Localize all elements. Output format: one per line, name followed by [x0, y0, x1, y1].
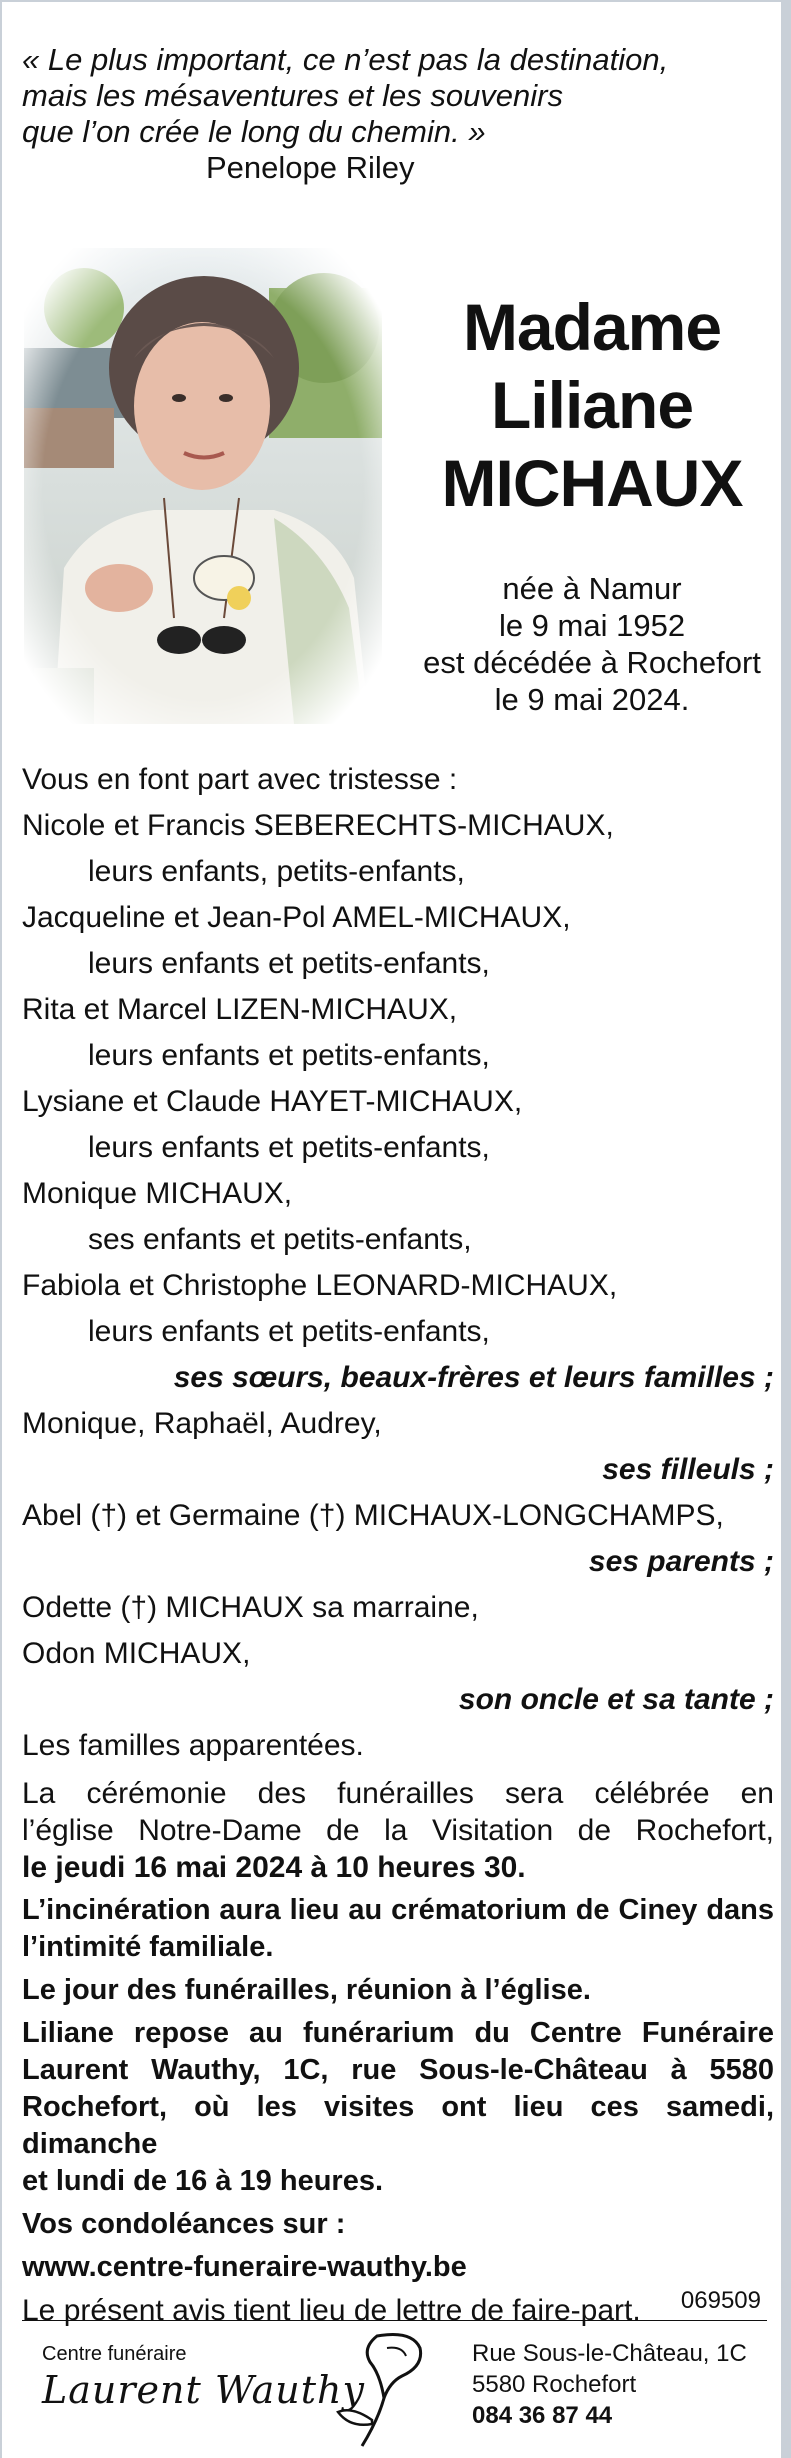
visitation-line: Liliane repose au funérarium du Centre Funéraire: [22, 2017, 774, 2049]
family-line: Nicole et Francis SEBERECHTS-MICHAUX,: [22, 809, 614, 842]
family-line: ses enfants et petits-enfants,: [88, 1223, 472, 1256]
calla-lily-icon: [332, 2328, 427, 2450]
family-line: Lysiane et Claude HAYET-MICHAUX,: [22, 1085, 523, 1118]
footer-street: Rue Sous-le-Château, 1C: [472, 2340, 747, 2367]
quote-line: mais les mésaventures et les souvenirs: [22, 78, 564, 113]
relation-label: ses sœurs, beaux-frères et leurs familles ;: [173, 1361, 774, 1394]
portrait-image: [24, 248, 382, 724]
aunt-line: Odette (†) MICHAUX sa marraine,: [22, 1591, 479, 1624]
family-line: leurs enfants, petits-enfants,: [88, 855, 465, 888]
related-families: Les familles apparentées.: [22, 1729, 364, 1762]
notice-text: Le présent avis tient lieu de lettre de faire-part.: [22, 2294, 641, 2327]
visitation-line: Rochefort, où les visites ont lieu ces samedi, dimanche: [22, 2091, 774, 2160]
footer-brand-name: Laurent Wauthy: [42, 2368, 365, 2412]
deceased-first-name: Liliane: [490, 368, 694, 442]
parents-line: Abel (†) et Germaine (†) MICHAUX-LONGCHAMPS,: [22, 1499, 724, 1532]
deceased-title: Madame: [462, 290, 722, 364]
reference-number: 069509: [680, 2287, 761, 2314]
quote-line: « Le plus important, ce n’est pas la destination,: [22, 42, 669, 77]
announcement-body: [22, 757, 774, 2329]
quote-line: que l’on crée le long du chemin. »: [22, 114, 486, 149]
ceremony-line: l’église Notre-Dame de la Visitation de Rochefort,: [22, 1814, 774, 1847]
condolences-label: Vos condoléances sur :: [22, 2208, 346, 2240]
death-place: est décédée à Rochefort: [423, 645, 761, 680]
family-intro: Vous en font part avec tristesse :: [22, 763, 458, 796]
relation-label: son oncle et sa tante ;: [458, 1683, 774, 1716]
family-line: leurs enfants et petits-enfants,: [88, 1131, 490, 1164]
portrait-photo: [24, 248, 382, 724]
birth-place: née à Namur: [502, 571, 682, 606]
footer-city: 5580 Rochefort: [472, 2371, 637, 2398]
epigraph-quote: [22, 42, 722, 150]
family-line: leurs enfants et petits-enfants,: [88, 947, 490, 980]
family-line: Jacqueline et Jean-Pol AMEL-MICHAUX,: [22, 901, 571, 934]
death-date: le 9 mai 2024.: [494, 682, 690, 717]
relation-label: ses parents ;: [588, 1545, 774, 1578]
visitation-paragraph: [22, 2015, 774, 2200]
family-line: Rita et Marcel LIZEN-MICHAUX,: [22, 993, 458, 1026]
quote-author: Penelope Riley: [206, 150, 415, 185]
birth-death-info: [392, 570, 791, 718]
cremation-line: L’incinération aura lieu au crématorium de Ciney dans: [22, 1894, 774, 1926]
footer-divider: [22, 2320, 767, 2321]
footer-address: [472, 2338, 747, 2431]
cremation-line: l’intimité familiale.: [22, 1931, 274, 1963]
deceased-last-name: MICHAUX: [441, 446, 743, 520]
cremation-paragraph: [22, 1892, 774, 1966]
condolences-website: www.centre-funeraire-wauthy.be: [22, 2251, 467, 2283]
ceremony-line: La cérémonie des funérailles sera célébrée en: [22, 1777, 774, 1810]
visitation-line: et lundi de 16 à 19 heures.: [22, 2165, 384, 2197]
family-line: leurs enfants et petits-enfants,: [88, 1039, 490, 1072]
birth-date: le 9 mai 1952: [498, 608, 686, 643]
family-line: leurs enfants et petits-enfants,: [88, 1315, 490, 1348]
footer-brand-label: Centre funéraire: [42, 2343, 187, 2365]
deceased-name: [392, 288, 791, 522]
ceremony-date: le jeudi 16 mai 2024 à 10 heures 30.: [22, 1851, 526, 1884]
uncle-line: Odon MICHAUX,: [22, 1637, 251, 1670]
footer-phone: 084 36 87 44: [472, 2402, 613, 2429]
ceremony-paragraph: [22, 1775, 774, 1886]
relation-label: ses filleuls ;: [602, 1453, 774, 1486]
godchildren-line: Monique, Raphaël, Audrey,: [22, 1407, 382, 1440]
family-line: Fabiola et Christophe LEONARD-MICHAUX,: [22, 1269, 618, 1302]
visitation-line: Laurent Wauthy, 1C, rue Sous-le-Château à 5580: [22, 2054, 774, 2086]
family-line: Monique MICHAUX,: [22, 1177, 293, 1210]
meeting-paragraph: Le jour des funérailles, réunion à l’église.: [22, 1974, 591, 2006]
